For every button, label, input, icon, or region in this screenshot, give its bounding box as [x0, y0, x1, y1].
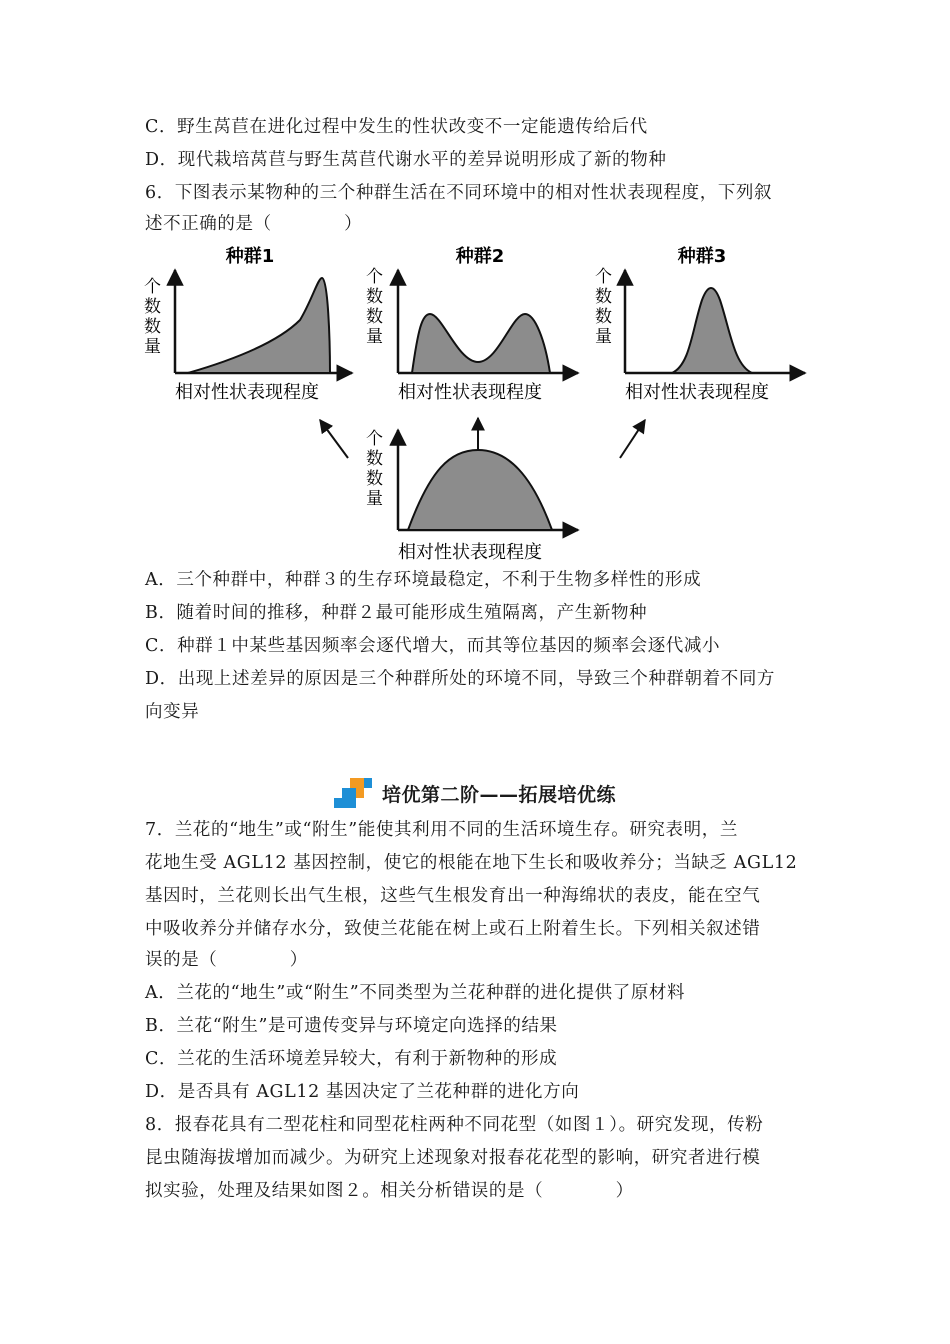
- q7-stem-line2: 花地生受 AGL12 基因控制，使它的根能在地下生长和吸收养分；当缺乏 AGL12: [145, 853, 798, 873]
- pop2-ylabel-4: 量: [366, 327, 383, 347]
- pop2-ylabel-2: 数: [366, 287, 383, 307]
- q6-option-c: C．种群１中某些基因频率会逐代增大，而其等位基因的频率会逐代减小: [145, 636, 721, 656]
- q7-option-a: A．兰花的“地生”或“附生”不同类型为兰花种群的进化提供了原材料: [145, 983, 686, 1003]
- pop1-ylabel-1: 个: [144, 277, 161, 297]
- pop2-ylabel-3: 数: [366, 307, 383, 327]
- pop1-distribution: [188, 278, 330, 373]
- q6-option-d-line1: D．出现上述差异的原因是三个种群所处的环境不同，导致三个种群朝着不同方: [145, 669, 776, 689]
- q5-option-d: D．现代栽培莴苣与野生莴苣代谢水平的差异说明形成了新的物种: [145, 150, 667, 170]
- q6-option-b: B．随着时间的推移，种群２最可能形成生殖隔离，产生新物种: [145, 603, 648, 623]
- q6-option-a: A．三个种群中，种群３的生存环境最稳定，不利于生物多样性的形成: [145, 570, 702, 590]
- population-1-chart: [144, 245, 352, 403]
- base-ylabel-3: 数: [366, 469, 383, 489]
- q8-stem-line3: 拟实验，处理及结果如图２。相关分析错误的是（ ）: [145, 1181, 634, 1201]
- q7-stem-line3: 基因时，兰花则长出气生根，这些气生根发育出一种海绵状的表皮，能在空气: [145, 886, 761, 906]
- pop1-xlabel: 相对性状表现程度: [175, 382, 319, 403]
- pop3-xlabel: 相对性状表现程度: [625, 382, 769, 403]
- pop1-title: 种群1: [225, 246, 275, 267]
- arrow-to-pop3: [620, 420, 645, 458]
- pop3-ylabel-3: 数: [595, 307, 612, 327]
- section-header: [0, 778, 950, 812]
- q5-option-c: C．野生莴苣在进化过程中发生的性状改变不一定能遗传给后代: [145, 117, 648, 137]
- base-xlabel: 相对性状表现程度: [398, 542, 542, 563]
- q8-stem-line1: 8．报春花具有二型花柱和同型花柱两种不同花型（如图１）。研究发现，传粉: [145, 1115, 764, 1135]
- base-ylabel-1: 个: [366, 429, 383, 449]
- pop1-ylabel-4: 量: [144, 337, 161, 357]
- pop2-distribution: [412, 314, 550, 373]
- base-ylabel-4: 量: [366, 489, 383, 509]
- q7-option-b: B．兰花“附生”是可遗传变异与环境定向选择的结果: [145, 1016, 558, 1036]
- q6-stem-line2: 述不正确的是（ ）: [145, 214, 363, 234]
- q6-option-d-line2: 向变异: [145, 702, 200, 722]
- base-ylabel-2: 数: [366, 449, 383, 469]
- pop3-ylabel-4: 量: [595, 327, 612, 347]
- q7-stem-line1: 7．兰花的“地生”或“附生”能使其利用不同的生活环境生存。研究表明，兰: [145, 820, 738, 840]
- q6-stem-line1: 6．下图表示某物种的三个种群生活在不同环境中的相对性状表现程度，下列叙: [145, 183, 773, 203]
- q7-option-c: C．兰花的生活环境差异较大，有利于新物种的形成: [145, 1049, 558, 1069]
- population-figure: [140, 240, 820, 570]
- section-emblem-icon: [334, 778, 376, 808]
- pop3-distribution: [672, 288, 752, 373]
- q7-option-d: D．是否具有 AGL12 基因决定了兰花种群的进化方向: [145, 1082, 580, 1102]
- population-2-chart: [366, 245, 578, 403]
- pop3-ylabel-1: 个: [595, 267, 612, 287]
- q7-stem-line5: 误的是（ ）: [145, 950, 308, 970]
- population-3-chart: [595, 245, 805, 403]
- pop1-ylabel-2: 数: [144, 297, 161, 317]
- pop2-xlabel: 相对性状表现程度: [398, 382, 542, 403]
- pop2-title: 种群2: [455, 246, 505, 267]
- pop1-ylabel-3: 数: [144, 317, 161, 337]
- pop3-title: 种群3: [677, 246, 727, 267]
- q7-stem-line4: 中吸收养分并储存水分，致使兰花能在树上或石上附着生长。下列相关叙述错: [145, 919, 761, 939]
- arrow-to-pop1: [320, 420, 348, 458]
- section-title: 培优第二阶——拓展培优练: [381, 783, 616, 806]
- ancestral-population-chart: [366, 429, 578, 563]
- pop2-ylabel-1: 个: [366, 267, 383, 287]
- q8-stem-line2: 昆虫随海拔增加而减少。为研究上述现象对报春花花型的影响，研究者进行模: [145, 1148, 761, 1168]
- base-distribution: [408, 450, 552, 530]
- pop3-ylabel-2: 数: [595, 287, 612, 307]
